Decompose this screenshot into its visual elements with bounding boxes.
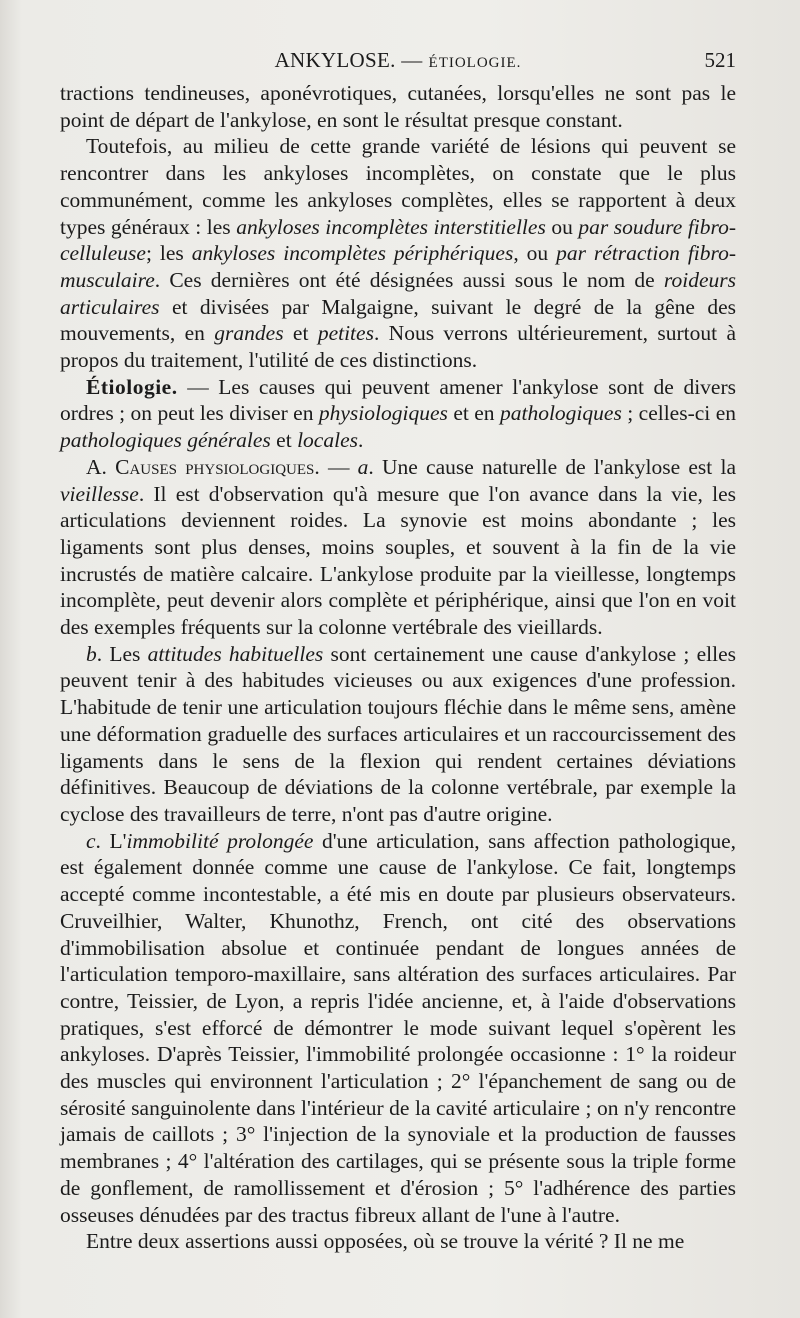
paragraph — [60, 641, 736, 828]
text-run: . Nous verrons ultérieurement, surtout à propos du traitement, l'utilité de ces distinctions. — [60, 321, 736, 373]
body-text — [60, 80, 736, 1255]
text-run: . Il est d'observation qu'à mesure que l'on avance dans la vie, les articulations deviennent roides. La synovie est moins abondante ; les ligaments sont plus denses, moins souples, et souvent à la fin de la vie incrustés de matière calcaire. L'ankylose produite par la vieillesse, longtemps incomplète, peut devenir alors complète et périphérique, ainsi que l'on en voit des exemples fréquents sur la colonne vertébrale des vieillards. — [60, 481, 736, 640]
text-run: attitudes habituelles — [147, 641, 324, 666]
text-run: c — [86, 828, 96, 853]
paragraph — [60, 374, 736, 454]
text-run: pathologiques — [499, 401, 622, 426]
text-run: par soudure fibro-celluleuse — [60, 214, 736, 266]
text-run: , ou — [513, 241, 557, 266]
text-run: . Les — [96, 641, 148, 666]
text-run: immobilité prolongée — [126, 828, 314, 853]
text-run: ankyloses incomplètes interstitielles — [236, 214, 546, 239]
text-run: . — [357, 428, 364, 453]
text-run: roideurs articulaires — [60, 267, 736, 319]
paragraph — [60, 80, 736, 133]
page-header — [60, 48, 736, 78]
text-run: d'une articulation, sans affection pathologique, est également donnée comme une cause de l'ankylose. Ce fait, longtemps accepté comme incontestable, a été mis en doute par plusieurs observateurs. Cruveilhier, Walter, Khunothz, French, ont cité des observations d'immobilisation absolue et continuée pendant de longues années de l'articulation temporo-maxillaire, sans altération des surfaces articulaires. Par contre, Teissier, de Lyon, a repris l'idée ancienne, et, à l'aide d'observations pratiques, s'est efforcé de démontrer le mode suivant lequel s'opèrent les ankyloses. D'après Teissier, l'immobilité prolongée occasionne : 1° la roideur des muscles qui environnent l'articulation ; 2° l'épanchement de sang ou de sérosité sanguinolente dans l'intérieur de la cavité articulaire ; on n'y rencontre jamais de caillots ; 3° l'injection de la synoviale et la production de fausses membranes ; 4° l'altération des cartilages, qui se présente sous la triple forme de gonflement, de ramollissement et d'érosion ; 5° l'adhérence des parties osseuses dénudées par des tractus fibreux allant de l'une à l'autre. — [60, 828, 737, 1227]
text-run: ; celles-ci en — [621, 401, 736, 426]
text-run: et — [270, 428, 298, 453]
text-run: Toutefois, au milieu de cette grande variété de lésions qui peuvent se rencontrer dans les ankyloses incomplètes, on constate que le plus communément, comme les ankyloses complètes, elles se rapportent à deux types généraux : les — [60, 134, 736, 239]
text-run: physiologiques — [318, 401, 448, 426]
text-run: . Ces dernières ont été désignées aussi sous le nom de — [154, 267, 664, 292]
page-number: 521 — [704, 48, 736, 72]
text-run: et divisées par Malgaigne, suivant le degré de la gêne des mouvements, en — [60, 294, 736, 346]
text-run: ou — [545, 214, 579, 239]
text-run: vieillesse — [60, 481, 139, 506]
text-run: Entre deux assertions aussi opposées, où se trouve la vérité ? Il ne me — [86, 1229, 685, 1254]
text-run: sont certainement une cause d'ankylose ; elles peuvent tenir à des habitudes vicieuses ou aux exigences d'une profession. L'habitude de tenir une articulation toujours fléchie dans le même sens, amène une déformation graduelle des surfaces articulaires et un raccourcissement des ligaments dans le sens de la flexion qui rendent certaines déviations définitives. Beaucoup de déviations de la colonne vertébrale, par exemple la cyclose des travailleurs de terre, n'ont pas d'autre origine. — [60, 641, 736, 826]
text-run: A. — [86, 454, 116, 479]
text-run: et en — [447, 401, 500, 426]
text-run: et — [283, 321, 318, 346]
paragraph — [60, 454, 736, 641]
text-run: — Les causes qui peuvent amener l'ankylose sont de divers ordres ; on peut les diviser en — [60, 374, 736, 426]
section-title: ÉTIOLOGIE. — [428, 55, 522, 71]
text-run: . — — [314, 454, 358, 479]
text-run: par rétraction fibro-musculaire — [60, 241, 736, 292]
paragraph — [60, 133, 736, 373]
text-run: tractions tendineuses, aponévrotiques, cutanées, lorsqu'elles ne sont pas le point de départ de l'ankylose, en sont le résultat presque constant. — [60, 81, 736, 132]
paragraph — [60, 828, 736, 1229]
text-run: petites — [317, 321, 374, 346]
paragraph — [60, 1228, 736, 1255]
text-run: . Une cause naturelle de l'ankylose est la — [368, 454, 736, 479]
text-run: Étiologie. — [86, 374, 178, 399]
text-run: pathologiques générales — [60, 428, 271, 453]
text-run: Causes physiologiques — [115, 454, 315, 479]
text-run: . L' — [95, 828, 127, 853]
running-title-text: ANKYLOSE. — — [274, 48, 423, 72]
text-run: ankyloses incomplètes périphériques — [191, 241, 514, 266]
text-run: b — [86, 641, 97, 666]
text-run: ; les — [145, 241, 192, 266]
running-title — [60, 48, 736, 73]
text-run: grandes — [214, 321, 284, 346]
text-run: a — [357, 454, 369, 479]
text-run: locales — [297, 428, 358, 453]
